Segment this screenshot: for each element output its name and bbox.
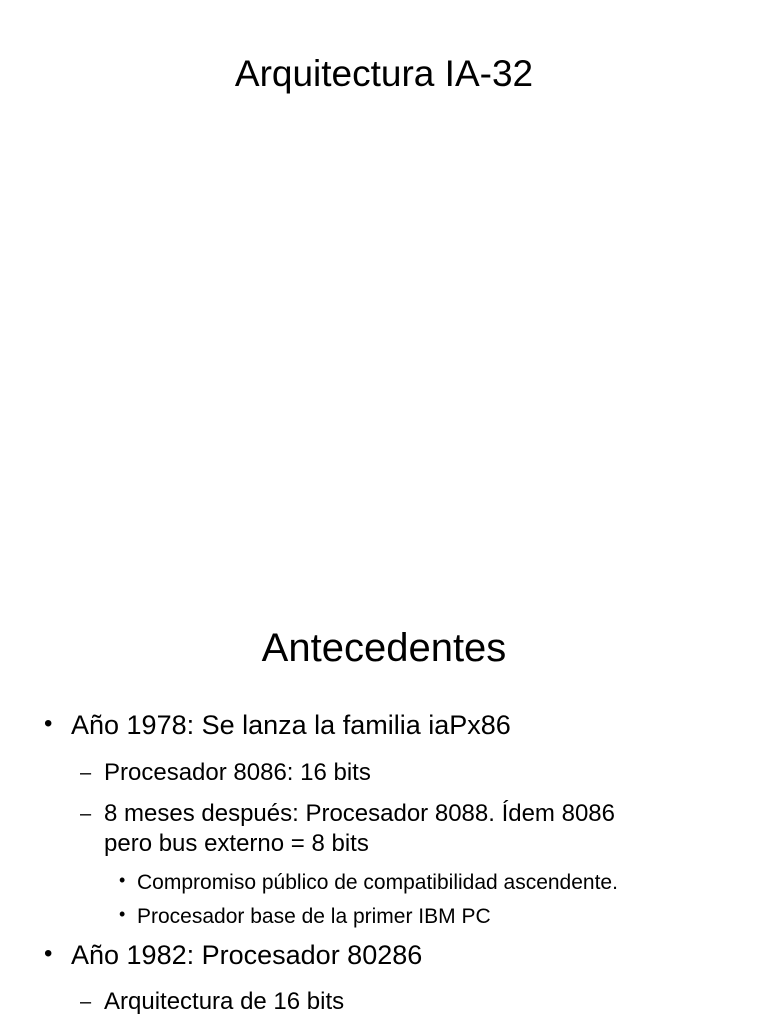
bullet-icon: • [119,870,126,890]
list-item-text: Año 1982: Procesador 80286 [71,940,423,970]
bullet-icon: • [44,940,53,967]
bullet-icon: • [44,710,53,737]
list-item [119,904,491,928]
dash-icon: – [80,803,92,825]
slide-title: Arquitectura IA-32 [234,53,534,94]
list-item [80,758,371,788]
list-item-text: Año 1978: Se lanza la familia iaPx86 [71,710,511,740]
list-item-text: 8 meses después: Procesador 8088. Ídem 8086 [104,800,615,827]
dash-icon: – [80,762,92,784]
list-item [80,987,345,1017]
list-item [80,799,615,859]
list-item-text-continuation: pero bus externo = 8 bits [104,830,369,857]
bullet-icon: • [119,904,126,924]
slide-title: Antecedentes [261,626,507,670]
list-item-text: Procesador 8086: 16 bits [104,759,371,786]
list-item [119,870,618,894]
list-item [44,710,511,740]
list-item [44,940,423,970]
dash-icon: – [80,991,92,1013]
list-item-text: Procesador base de la primer IBM PC [137,905,491,928]
list-item-text: Compromiso público de compatibilidad ascendente. [137,871,618,894]
list-item-text: Arquitectura de 16 bits [104,988,345,1015]
